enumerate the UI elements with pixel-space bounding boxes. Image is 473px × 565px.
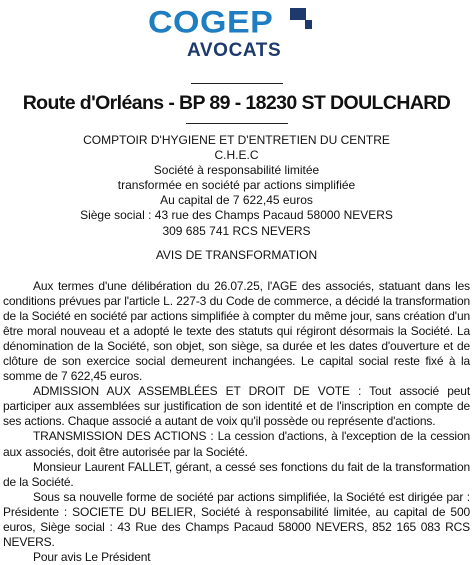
paragraph-gerant: Monsieur Laurent FALLET, gérant, a cessé ses fonctions du fait de la transformation de la Société. xyxy=(3,459,470,489)
company-header xyxy=(0,133,473,239)
company-head-office: Siège social : 43 rue des Champs Pacaud 58000 NEVERS xyxy=(80,208,393,223)
logo-brand-text: COGEP xyxy=(148,5,274,41)
paragraph-admission: ADMISSION AUX ASSEMBLÉES ET DROIT DE VOTE : Tout associé peut participer aux assemblées sur justification de son identité et de l'inscription en compte de ses actions. Chaque associé a autant de voix qu'il possède ou représente d'actions. xyxy=(3,384,470,429)
cogep-logo xyxy=(0,4,473,66)
company-rcs: 309 685 741 RCS NEVERS xyxy=(162,223,311,238)
company-legal-form: Société à responsabilité limitée xyxy=(153,163,320,178)
logo-mark-icon xyxy=(289,8,313,34)
company-transformation: transformée en société par actions simplifiée xyxy=(117,178,356,193)
company-name: COMPTOIR D'HYGIENE ET D'ENTRETIEN DU CENTRE xyxy=(83,133,390,147)
paragraph-presidence: Sous sa nouvelle forme de société par actions simplifiée, la Société est dirigée par : Présidente : SOCIETE DU BELIER, Société à responsabilité limitée, au capital de 500 euros, Siège social : 43 Rue des Champs Pacaud 58000 NEVERS, 852 165 083 RCS NEVERS. xyxy=(3,489,470,549)
notice-title: AVIS DE TRANSFORMATION xyxy=(155,248,318,262)
paragraph-transmission: TRANSMISSION DES ACTIONS : La cession d'actions, à l'exception de la cession aux associés, doit être autorisée par la Société. xyxy=(3,429,470,459)
top-divider xyxy=(191,83,283,84)
logo-subtitle: AVOCATS xyxy=(187,40,282,61)
firm-address: Route d'Orléans - BP 89 - 18230 ST DOULCHARD xyxy=(22,92,451,114)
address-divider xyxy=(186,123,288,124)
paragraph-deliberation: Aux termes d'une délibération du 26.07.25, l'AGE des associés, statuant dans les conditions prévues par l'article L. 227-3 du Code de commerce, a décidé la transformation de la Société en société par actions simplifiée à compter du même jour, sans création d'un être moral nouveau et a adopté le texte des statuts qui régiront désormais la Société. La dénomination de la Société, son objet, son siège, sa durée et les dates d'ouverture et de clôture de son exercice social demeurent inchangées. Le capital social reste fixé à la somme de 7 622,45 euros. xyxy=(3,279,470,384)
paragraph-signature: Pour avis Le Président xyxy=(33,549,151,564)
company-acronym: C.H.E.C xyxy=(214,148,259,163)
company-capital: Au capital de 7 622,45 euros xyxy=(160,193,313,208)
notice-body xyxy=(3,279,470,565)
